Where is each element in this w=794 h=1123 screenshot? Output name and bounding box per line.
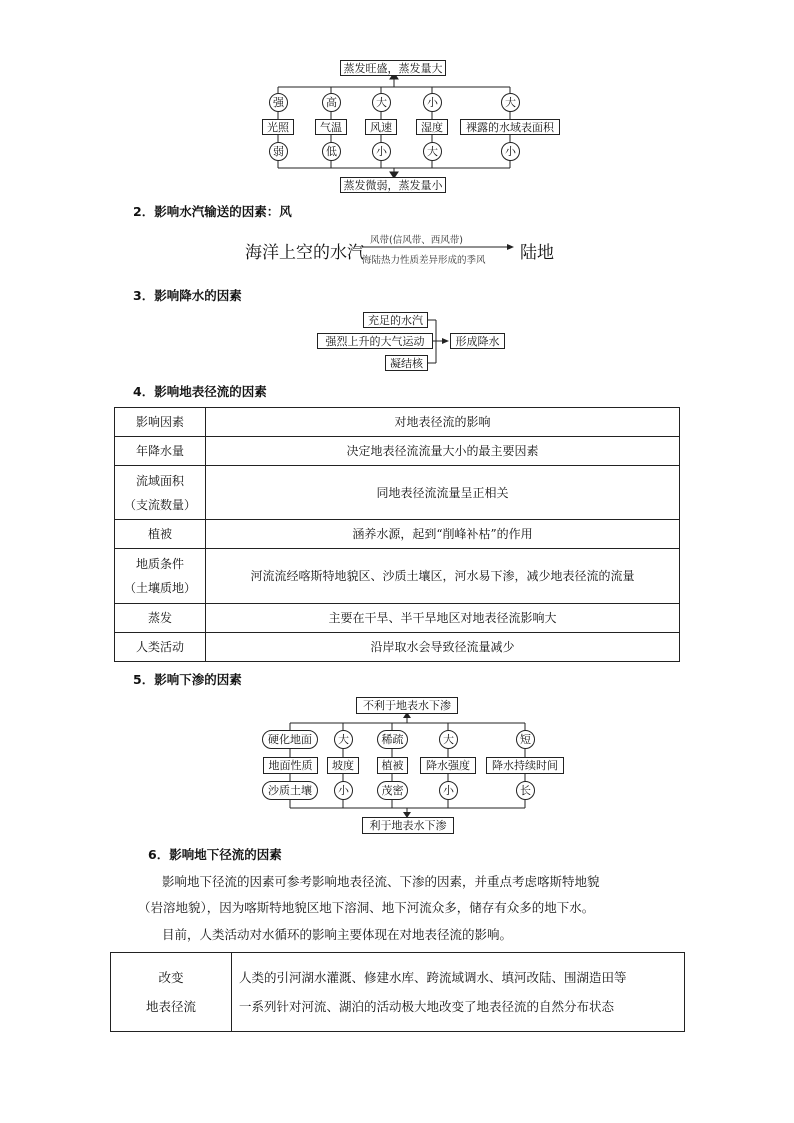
section5-heading: 5．影响下渗的因素 [133, 672, 242, 687]
infil-top-value: 大 [334, 730, 353, 749]
factor-line: 流域面积 [135, 473, 184, 488]
precip-condition: 充足的水汽 [363, 312, 428, 328]
impact-content-line: 一系列针对河流、湖泊的活动极大地改变了地表径流的自然分布状态 [239, 999, 615, 1014]
effect-cell: 决定地表径流流量大小的最主要因素 [206, 437, 680, 466]
infil-top-value: 稀疏 [377, 730, 408, 749]
factor-cell: 植被 [115, 520, 206, 549]
evap-bottom-result: 蒸发微弱，蒸发量小 [340, 177, 446, 193]
infil-bottom-value: 小 [439, 781, 458, 800]
evap-bottom-value: 低 [322, 142, 341, 161]
evap-factor-label: 湿度 [416, 119, 448, 135]
effect-cell: 同地表径流流量呈正相关 [206, 466, 680, 520]
infil-factor-label: 地面性质 [263, 757, 318, 774]
infil-bottom-value: 茂密 [377, 781, 408, 800]
effect-cell: 沿岸取水会导致径流量减少 [206, 633, 680, 662]
precip-result: 形成降水 [450, 333, 505, 349]
evap-factor-label: 裸露的水域表面积 [460, 119, 560, 135]
section6-paragraph-line: （岩溶地貌），因为喀斯特地貌区地下溶洞、地下河流众多，储存有众多的地下水。 [138, 900, 595, 915]
evap-top-value: 大 [501, 93, 520, 112]
section6-heading: 6．影响地下径流的因素 [148, 847, 282, 862]
evap-factor-label: 气温 [315, 119, 347, 135]
precip-condition: 强烈上升的大气运动 [317, 333, 433, 349]
human-impact-table [110, 952, 685, 1032]
infil-top-value: 短 [516, 730, 535, 749]
effect-cell: 河流流经喀斯特地貌区、沙质土壤区，河水易下渗，减少地表径流的流量 [206, 549, 680, 604]
table-header-cell: 影响因素 [115, 408, 206, 437]
impact-label-line: 地表径流 [145, 999, 196, 1014]
evap-bottom-value: 小 [372, 142, 391, 161]
infil-top-value: 大 [439, 730, 458, 749]
infil-factor-label: 降水持续时间 [486, 757, 564, 774]
factor-line: （支流数量） [123, 497, 196, 512]
infil-top-result: 不利于地表水下渗 [356, 697, 458, 714]
evap-top-value: 大 [372, 93, 391, 112]
infil-bottom-value: 小 [334, 781, 353, 800]
arrow-label-top: 风带(信风带、西风带) [370, 235, 463, 246]
evap-top-value: 强 [269, 93, 288, 112]
table-row [111, 953, 685, 1032]
section6-paragraph: 目前，人类活动对水循环的影响主要体现在对地表径流的影响。 [162, 927, 513, 942]
factor-cell: 年降水量 [115, 437, 206, 466]
factor-line: 地质条件 [135, 557, 184, 571]
vapor-source: 海洋上空的水汽 [245, 243, 364, 263]
infil-factor-label: 降水强度 [420, 757, 476, 774]
arrow-label-bottom: 海陆热力性质差异形成的季风 [362, 255, 486, 266]
factor-cell: 人类活动 [115, 633, 206, 662]
impact-label-line: 改变 [158, 970, 184, 985]
evap-bottom-value: 弱 [269, 142, 288, 161]
evap-factor-label: 光照 [262, 119, 294, 135]
effect-cell: 涵养水源，起到“削峰补枯”的作用 [206, 520, 680, 549]
section2-heading: 2．影响水汽输送的因素：风 [133, 204, 292, 219]
effect-cell: 主要在干旱、半干旱地区对地表径流影响大 [206, 604, 680, 633]
precip-condition: 凝结核 [385, 355, 428, 371]
table-header-cell: 对地表径流的影响 [206, 408, 680, 437]
evap-top-value: 高 [322, 93, 341, 112]
infil-bottom-value: 沙质土壤 [262, 781, 318, 800]
evap-bottom-value: 小 [501, 142, 520, 161]
infil-bottom-value: 长 [516, 781, 535, 800]
section6-paragraph-line: 影响地下径流的因素可参考影响地表径流、下渗的因素，并重点考虑喀斯特地貌 [162, 874, 600, 889]
impact-content-line: 人类的引河湖水灌溉、修建水库、跨流域调水、填河改陆、围湖造田等 [239, 970, 627, 985]
infil-factor-label: 植被 [377, 757, 408, 774]
infil-bottom-result: 利于地表水下渗 [362, 817, 454, 834]
vapor-target: 陆地 [520, 243, 554, 263]
impact-content-cell [232, 953, 685, 1032]
infil-factor-label: 坡度 [327, 757, 359, 774]
factor-cell: 蒸发 [115, 604, 206, 633]
evap-factor-label: 风速 [365, 119, 397, 135]
section3-heading: 3．影响降水的因素 [133, 288, 242, 303]
evap-top-result: 蒸发旺盛，蒸发量大 [340, 60, 446, 76]
section4-heading: 4．影响地表径流的因素 [133, 384, 267, 399]
evap-bottom-value: 大 [423, 142, 442, 161]
factor-line: （土壤质地） [123, 581, 196, 595]
impact-label-cell [111, 953, 232, 1032]
infil-top-value: 硬化地面 [262, 730, 318, 749]
evap-top-value: 小 [423, 93, 442, 112]
